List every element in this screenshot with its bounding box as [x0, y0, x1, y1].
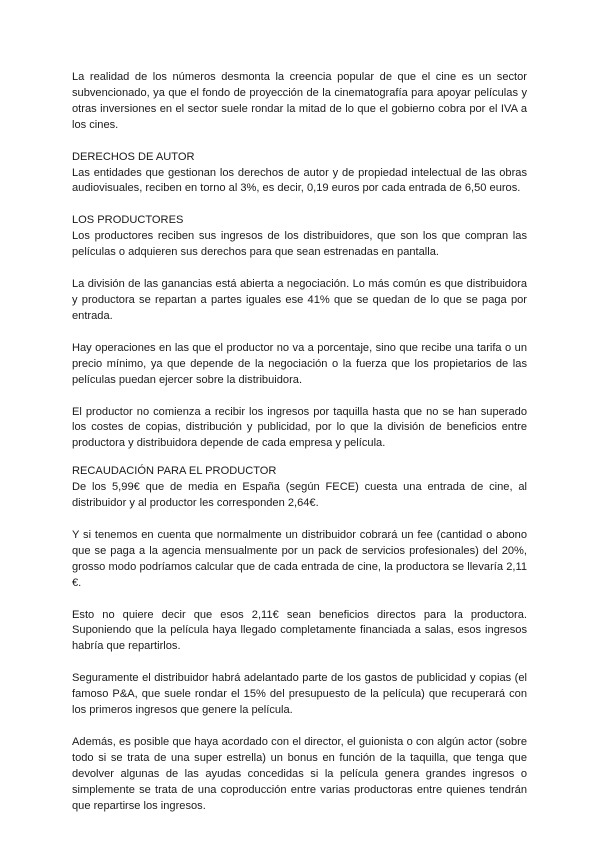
- intro-paragraph: La realidad de los números desmonta la creencia popular de que el cine es un sector subvencionado, ya que el fondo de proyección de la cinematografía para apoyar películas y otras inversiones en el sector suele rondar la mitad de lo que el gobierno cobra por el IVA a los cines.: [72, 71, 527, 131]
- document-page: [72, 70, 527, 815]
- paragraph: La división de las ganancias está abierta a negociación. Lo más común es que distribuidora y productora se repartan a partes iguales ese 41% que se quedan de lo que se paga por entrada.: [72, 278, 527, 322]
- paragraph: El productor no comienza a recibir los ingresos por taquilla hasta que no se han superado los costes de copias, distribución y publicidad, por lo que la división de beneficios entre productora y distribuidora depende de cada empresa y película.: [72, 405, 527, 450]
- section-heading-los-productores: LOS PRODUCTORES: [72, 214, 184, 227]
- section-heading-recaudacion: RECAUDACIÓN PARA EL PRODUCTOR: [72, 465, 277, 478]
- paragraph: De los 5,99€ que de media en España (según FECE) cuesta una entrada de cine, al distribuidor y al productor les corresponden 2,64€.: [72, 481, 527, 510]
- paragraph: Los productores reciben sus ingresos de los distribuidores, que son los que compran las películas o adquieren sus derechos para que sean estrenadas en pantalla.: [72, 230, 527, 259]
- paragraph: Seguramente el distribuidor habrá adelantado parte de los gastos de publicidad y copias (el famoso P&A, que suele rondar el 15% del presupuesto de la película) que recuperará con los primeros ingresos que genere la película.: [72, 672, 527, 717]
- paragraph: Esto no quiere decir que esos 2,11€ sean beneficios directos para la productora. Suponiendo que la película haya llegado completamente financiada a salas, esos ingresos habría que repartirlos.: [72, 608, 527, 653]
- paragraph: Y si tenemos en cuenta que normalmente un distribuidor cobrará un fee (cantidad o abono que se paga a la agencia mensualmente por un pack de servicios profesionales) del 20%, grosso modo podríamos calcular que de cada entrada de cine, la productora se llevaría 2,11 €.: [72, 528, 527, 589]
- paragraph: Hay operaciones en las que el productor no va a porcentaje, sino que recibe una tarifa o un precio mínimo, ya que depende de la negociación o la fuerza que los propietarios de las películas puedan ejercer sobre la distribuidora.: [72, 341, 527, 386]
- section-heading-derechos-de-autor: DERECHOS DE AUTOR: [72, 150, 195, 163]
- paragraph: Las entidades que gestionan los derechos de autor y de propiedad intelectual de las obras audiovisuales, reciben en torno al 3%, es decir, 0,19 euros por cada entrada de 6,50 euros.: [72, 166, 527, 195]
- paragraph: Además, es posible que haya acordado con el director, el guionista o con algún actor (sobre todo si se trata de una super estrella) un bonus en función de la taquilla, que tenga que devolver algunas de las ayudas concedidas si la película genera grandes ingresos o simplemente se trata de una coproducción entre varias productoras entre quienes tendrán que repartirse los ingresos.: [72, 736, 527, 812]
